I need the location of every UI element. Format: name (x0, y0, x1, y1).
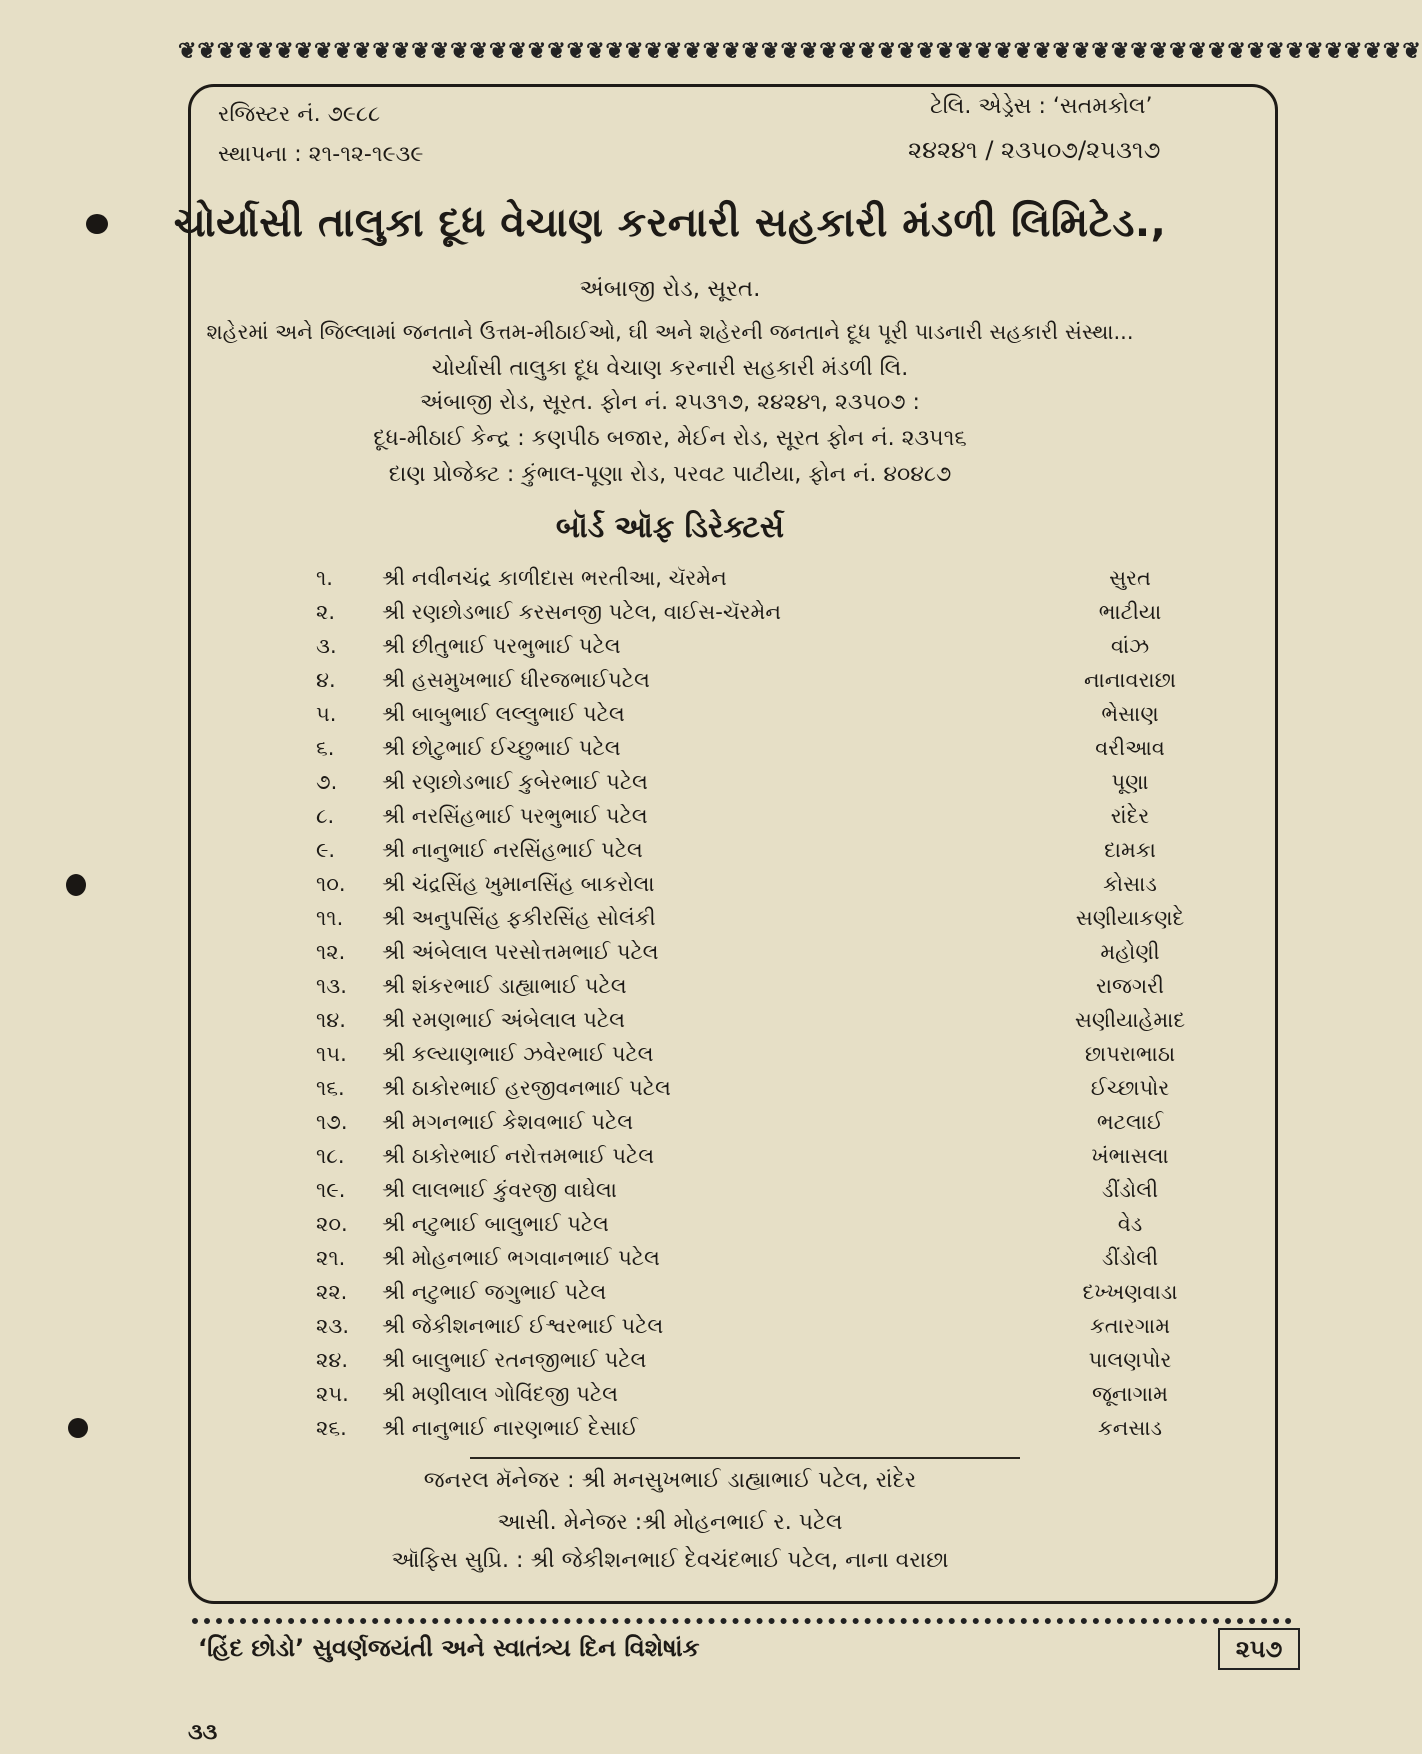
director-name: શ્રી ઠાકોરભાઈ નરોત્તમભાઈ પટેલ (382, 1144, 655, 1168)
director-row (0, 702, 1340, 732)
director-place: રાંદેર (1110, 804, 1150, 828)
director-place: વરીઆવ (1095, 736, 1165, 760)
director-number: ૧૪. (316, 1008, 346, 1032)
director-name: શ્રી કલ્યાણભાઈ ઝવેરભાઈ પટેલ (382, 1042, 654, 1066)
director-name: શ્રી બાલુભાઈ રતનજીભાઈ પટેલ (382, 1348, 647, 1372)
director-name: શ્રી નવીનચંદ્ર કાળીદાસ ભરતીઆ, ચૅરમેન (382, 566, 727, 590)
director-row (0, 1348, 1340, 1378)
director-number: ૨૫. (316, 1382, 349, 1406)
director-number: ૧૫. (316, 1042, 347, 1066)
director-number: ૨૩. (316, 1314, 349, 1338)
director-number: ૪. (316, 668, 336, 692)
director-number: ૧. (316, 566, 333, 590)
director-row (0, 1042, 1340, 1072)
director-name: શ્રી નાનુભાઈ નારણભાઈ દેસાઈ (382, 1416, 638, 1440)
info-line-sweets-centre: દૂધ-મીઠાઈ કેન્દ્ર : કણપીઠ બજાર, મેઈન રોડ, સૂરત ફોન નં. ૨૩૫૧૬ (373, 426, 967, 451)
assistant-manager: આસી. મેનેજર :શ્રી મોહનભાઈ ર. પટેલ (497, 1510, 843, 1535)
director-place: ઈચ્છાપોર (1090, 1076, 1170, 1100)
binding-hole-mark (86, 214, 108, 234)
director-place: ભેસાણ (1101, 702, 1159, 726)
director-row (0, 1110, 1340, 1140)
director-place: કોસાડ (1103, 872, 1157, 896)
organization-title: ચોર્યાસી તાલુકા દૂધ વેચાણ કરનારી સહકારી મંડળી લિમિટેડ., (173, 200, 1167, 246)
bottom-page-number: ૩૩ (188, 1720, 218, 1745)
director-row (0, 838, 1340, 868)
director-row (0, 1246, 1340, 1276)
director-name: શ્રી બાબુભાઈ લલ્લુભાઈ પટેલ (382, 702, 625, 726)
director-row (0, 736, 1340, 766)
director-row (0, 1212, 1340, 1242)
director-place: નાનાવરાછા (1083, 668, 1177, 692)
director-place: વેડ (1117, 1212, 1143, 1236)
director-row (0, 1416, 1340, 1446)
director-number: ૨૬. (316, 1416, 347, 1440)
director-row (0, 940, 1340, 970)
director-name: શ્રી શંકરભાઈ ડાહ્યાભાઈ પટેલ (382, 974, 627, 998)
organization-address: અંબાજી રોડ, સૂરત. (579, 276, 761, 302)
telegram-address: ટેલિ. એડ્રેસ : ‘સતમકોલ’ (930, 94, 1153, 119)
director-name: શ્રી છીતુભાઈ પરભુભાઈ પટેલ (382, 634, 621, 658)
director-name: શ્રી નટુભાઈ બાલુભાઈ પટેલ (382, 1212, 609, 1236)
established-date: સ્થાપના : ૨૧-૧૨-૧૯૩૯ (218, 142, 424, 167)
director-place: ભટલાઈ (1096, 1110, 1164, 1134)
director-place: સુરત (1109, 566, 1151, 590)
director-place: જૂનાગામ (1092, 1382, 1168, 1406)
director-number: ૧૮. (316, 1144, 345, 1168)
director-place: ખંભાસલા (1091, 1144, 1169, 1168)
director-number: ૨૦. (316, 1212, 348, 1236)
director-row (0, 1314, 1340, 1344)
staff-divider (470, 1457, 1020, 1459)
director-name: શ્રી લાલભાઈ કુંવરજી વાઘેલા (382, 1178, 617, 1202)
director-number: ૧૯. (316, 1178, 346, 1202)
director-name: શ્રી છોટુભાઈ ઈચ્છુભાઈ પટેલ (382, 736, 621, 760)
director-row (0, 634, 1340, 664)
director-place: કનસાડ (1097, 1416, 1163, 1440)
director-row (0, 1076, 1340, 1106)
director-row (0, 668, 1340, 698)
director-number: ૧૭. (316, 1110, 348, 1134)
director-number: ૨૨. (316, 1280, 348, 1304)
director-number: ૩. (316, 634, 337, 658)
director-name: શ્રી રમણભાઈ અંબેલાલ પટેલ (382, 1008, 625, 1032)
director-row (0, 770, 1340, 800)
binding-hole-mark (66, 874, 86, 896)
director-number: ૧૧. (316, 906, 344, 930)
director-name: શ્રી રણછોડભાઈ કરસનજી પટેલ, વાઈસ-ચૅરમેન (382, 600, 781, 624)
director-number: ૮. (316, 804, 335, 828)
director-row (0, 906, 1340, 936)
board-of-directors-heading: બૉર્ડ ઑફ ડિરેક્ટર્સ (555, 510, 785, 545)
binding-hole-mark (68, 1418, 88, 1438)
director-place: છાપરાભાઠા (1084, 1042, 1176, 1066)
director-name: શ્રી હસમુખભાઈ ધીરજભાઈપટેલ (382, 668, 650, 692)
director-place: ડીંડોલી (1101, 1246, 1159, 1270)
director-row (0, 974, 1340, 1004)
director-name: શ્રી અનુપસિંહ ફકીરસિંહ સોલંકી (382, 906, 656, 930)
director-name: શ્રી ચંદ્રસિંહ ખુમાનસિંહ બાકરોલા (382, 872, 655, 896)
dotted-divider (192, 1618, 1292, 1634)
director-place: રાજગરી (1095, 974, 1165, 998)
director-row (0, 566, 1340, 596)
director-place: પાલણપોર (1088, 1348, 1172, 1372)
page-number: ૨૫૭ (1218, 1628, 1300, 1670)
director-row (0, 1178, 1340, 1208)
director-number: ૭. (316, 770, 338, 794)
director-place: દખ્ખણવાડા (1082, 1280, 1178, 1304)
director-name: શ્રી નાનુભાઈ નરસિંહભાઈ પટેલ (382, 838, 643, 862)
phone-numbers: ૨૪૨૪૧ / ૨૩૫૦૭/૨૫૩૧૭ (908, 136, 1161, 164)
director-number: ૨. (316, 600, 336, 624)
director-place: મહોણી (1100, 940, 1160, 964)
info-line-feed-project: દાણ પ્રોજેક્ટ : કુંભાલ-પૂણા રોડ, પરવટ પાટીયા, ફોન નં. ૪૦૪૮૭ (388, 462, 952, 487)
director-row (0, 1382, 1340, 1412)
director-place: ડીંડોલી (1101, 1178, 1159, 1202)
director-place: સણીયાકણદે (1075, 906, 1185, 930)
director-number: ૨૧. (316, 1246, 346, 1270)
director-name: શ્રી મગનભાઈ કેશવભાઈ પટેલ (382, 1110, 634, 1134)
director-place: ભાટીયા (1098, 600, 1162, 624)
issue-title: ‘હિંદ છોડો’ સુવર્ણજયંતી અને સ્વાતંત્ર્ય દિન વિશેષાંક (198, 1634, 700, 1662)
director-place: પૂણા (1111, 770, 1149, 794)
office-superintendent: ઑફિસ સુપ્રિ. : શ્રી જેકીશનભાઈ દેવચંદભાઈ પટેલ, નાના વરાછા (391, 1548, 949, 1573)
director-number: ૫. (316, 702, 337, 726)
director-number: ૧૬. (316, 1076, 345, 1100)
director-name: શ્રી જેકીશનભાઈ ઈશ્વરભાઈ પટેલ (382, 1314, 664, 1338)
director-row (0, 1144, 1340, 1174)
director-name: શ્રી અંબેલાલ પરસોત્તમભાઈ પટેલ (382, 940, 659, 964)
director-row (0, 600, 1340, 630)
director-name: શ્રી ઠાકોરભાઈ હરજીવનભાઈ પટેલ (382, 1076, 671, 1100)
director-name: શ્રી મણીલાલ ગોવિંદજી પટેલ (382, 1382, 618, 1406)
register-number: રજિસ્ટર નં. ૭૯૮૮ (218, 102, 381, 127)
director-number: ૧૩. (316, 974, 347, 998)
general-manager: જનરલ મૅનેજર : શ્રી મનસુખભાઈ ડાહ્યાભાઈ પટેલ, રાંદેર (423, 1468, 917, 1493)
director-place: કતારગામ (1089, 1314, 1171, 1338)
info-line-office-phones: અંબાજી રોડ, સૂરત. ફોન નં. ૨૫૩૧૭, ૨૪૨૪૧, ૨૩૫૦૭ : (420, 390, 920, 415)
info-line-org-short: ચોર્યાસી તાલુકા દૂધ વેચાણ કરનારી સહકારી મંડળી લિ. (431, 356, 909, 381)
director-place: દામકા (1104, 838, 1156, 862)
director-number: ૧૦. (316, 872, 346, 896)
ornament-border: ❦❦❦❦❦❦❦❦❦❦❦❦❦❦❦❦❦❦❦❦❦❦❦❦❦❦❦❦❦❦❦❦❦❦❦❦❦❦❦❦❦❦❦❦❦❦❦❦❦❦❦❦❦❦❦❦❦❦❦❦❦❦❦❦ (178, 38, 1422, 64)
director-name: શ્રી રણછોડભાઈ કુબેરભાઈ પટેલ (382, 770, 648, 794)
director-row (0, 872, 1340, 902)
director-row (0, 1008, 1340, 1038)
director-number: ૬. (316, 736, 335, 760)
director-number: ૯. (316, 838, 336, 862)
info-line-tagline: શહેરમાં અને જિલ્લામાં જનતાને ઉત્તમ-મીઠાઈઓ, ઘી અને શહેરની જનતાને દૂધ પૂરી પાડનારી સહકારી સંસ્થા... (206, 320, 1134, 344)
director-number: ૨૪. (316, 1348, 349, 1372)
director-name: શ્રી નરસિંહભાઈ પરભુભાઈ પટેલ (382, 804, 648, 828)
director-number: ૧૨. (316, 940, 346, 964)
director-row (0, 804, 1340, 834)
director-name: શ્રી નટુભાઈ જગુભાઈ પટેલ (382, 1280, 607, 1304)
director-name: શ્રી મોહનભાઈ ભગવાનભાઈ પટેલ (382, 1246, 660, 1270)
director-row (0, 1280, 1340, 1310)
director-place: વાંઝ (1110, 634, 1150, 658)
director-place: સણીયાહેમાદ (1074, 1008, 1186, 1032)
